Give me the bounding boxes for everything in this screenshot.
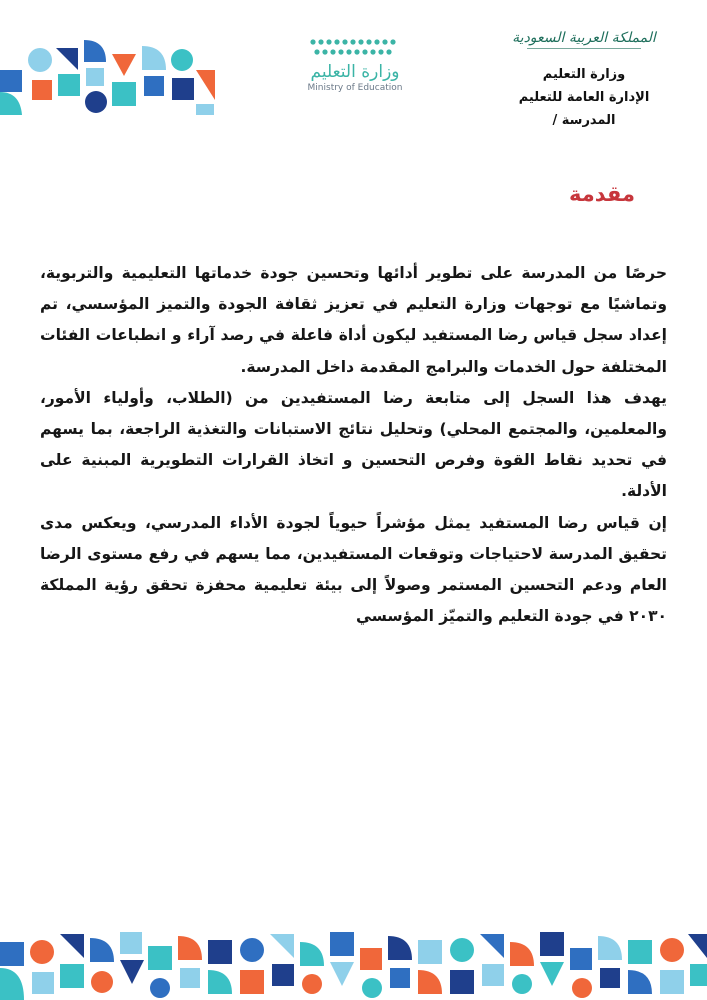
paragraph: يهدف هذا السجل إلى متابعة رضا المستفيدين من (الطلاب، وأولياء الأمور، والمعلمين، والمجتمع المحلي) وتحليل نتائج الاستبانات والتغذية الراجعة، بما يسهم في تحديد نقاط القوة وفرص التحسين و اتخاذ القرارات التطويرية المبنية على الأدلة.	[40, 388, 667, 501]
ministry-name: وزارة التعليم	[542, 67, 626, 82]
decorative-pattern-top	[0, 40, 215, 115]
section-title: مقدمة	[569, 182, 635, 206]
kingdom-title: المملكة العربية السعودية	[512, 30, 656, 46]
school-name: المدرسة /	[552, 113, 616, 128]
decorative-pattern-bottom	[0, 928, 707, 1000]
department-name: الإدارة العامة للتعليم	[518, 90, 650, 105]
paragraph: إن قياس رضا المستفيد يمثل مؤشراً حيوياً لجودة الأداء المدرسي، ويعكس مدى تحقيق المدرسة لاحتياجات وتوقعات المستفيدين، مما يسهم في رفع مستوى الرضا العام ودعم التحسين المستمر وصولاً إلى بيئة تعليمية محفزة تحقق رؤية المملكة ٢٠٣٠ في جودة التعليم والتميّز المؤسسي	[40, 513, 667, 626]
introduction-body	[40, 258, 667, 632]
ministry-logo	[280, 36, 430, 116]
header-lines	[509, 63, 659, 132]
kingdom-header	[509, 30, 659, 132]
ministry-of-education-logo-icon	[307, 36, 403, 60]
ministry-logo-arabic: وزارة التعليم	[310, 62, 400, 82]
ministry-logo-english: Ministry of Education	[307, 83, 403, 93]
paragraph: حرصًا من المدرسة على تطوير أدائها وتحسين جودة خدماتها التعليمية والتربوية، وتماشيًا مع توجهات وزارة التعليم في تعزيز ثقافة الجودة والتميز المؤسسي، تم إعداد سجل قياس رضا المستفيد ليكون أداة فاعلة في رصد آراء و انطباعات الفئات المختلفة حول الخدمات والبرامج المقدمة داخل المدرسة.	[40, 264, 667, 376]
kingdom-title-underline	[527, 48, 641, 49]
